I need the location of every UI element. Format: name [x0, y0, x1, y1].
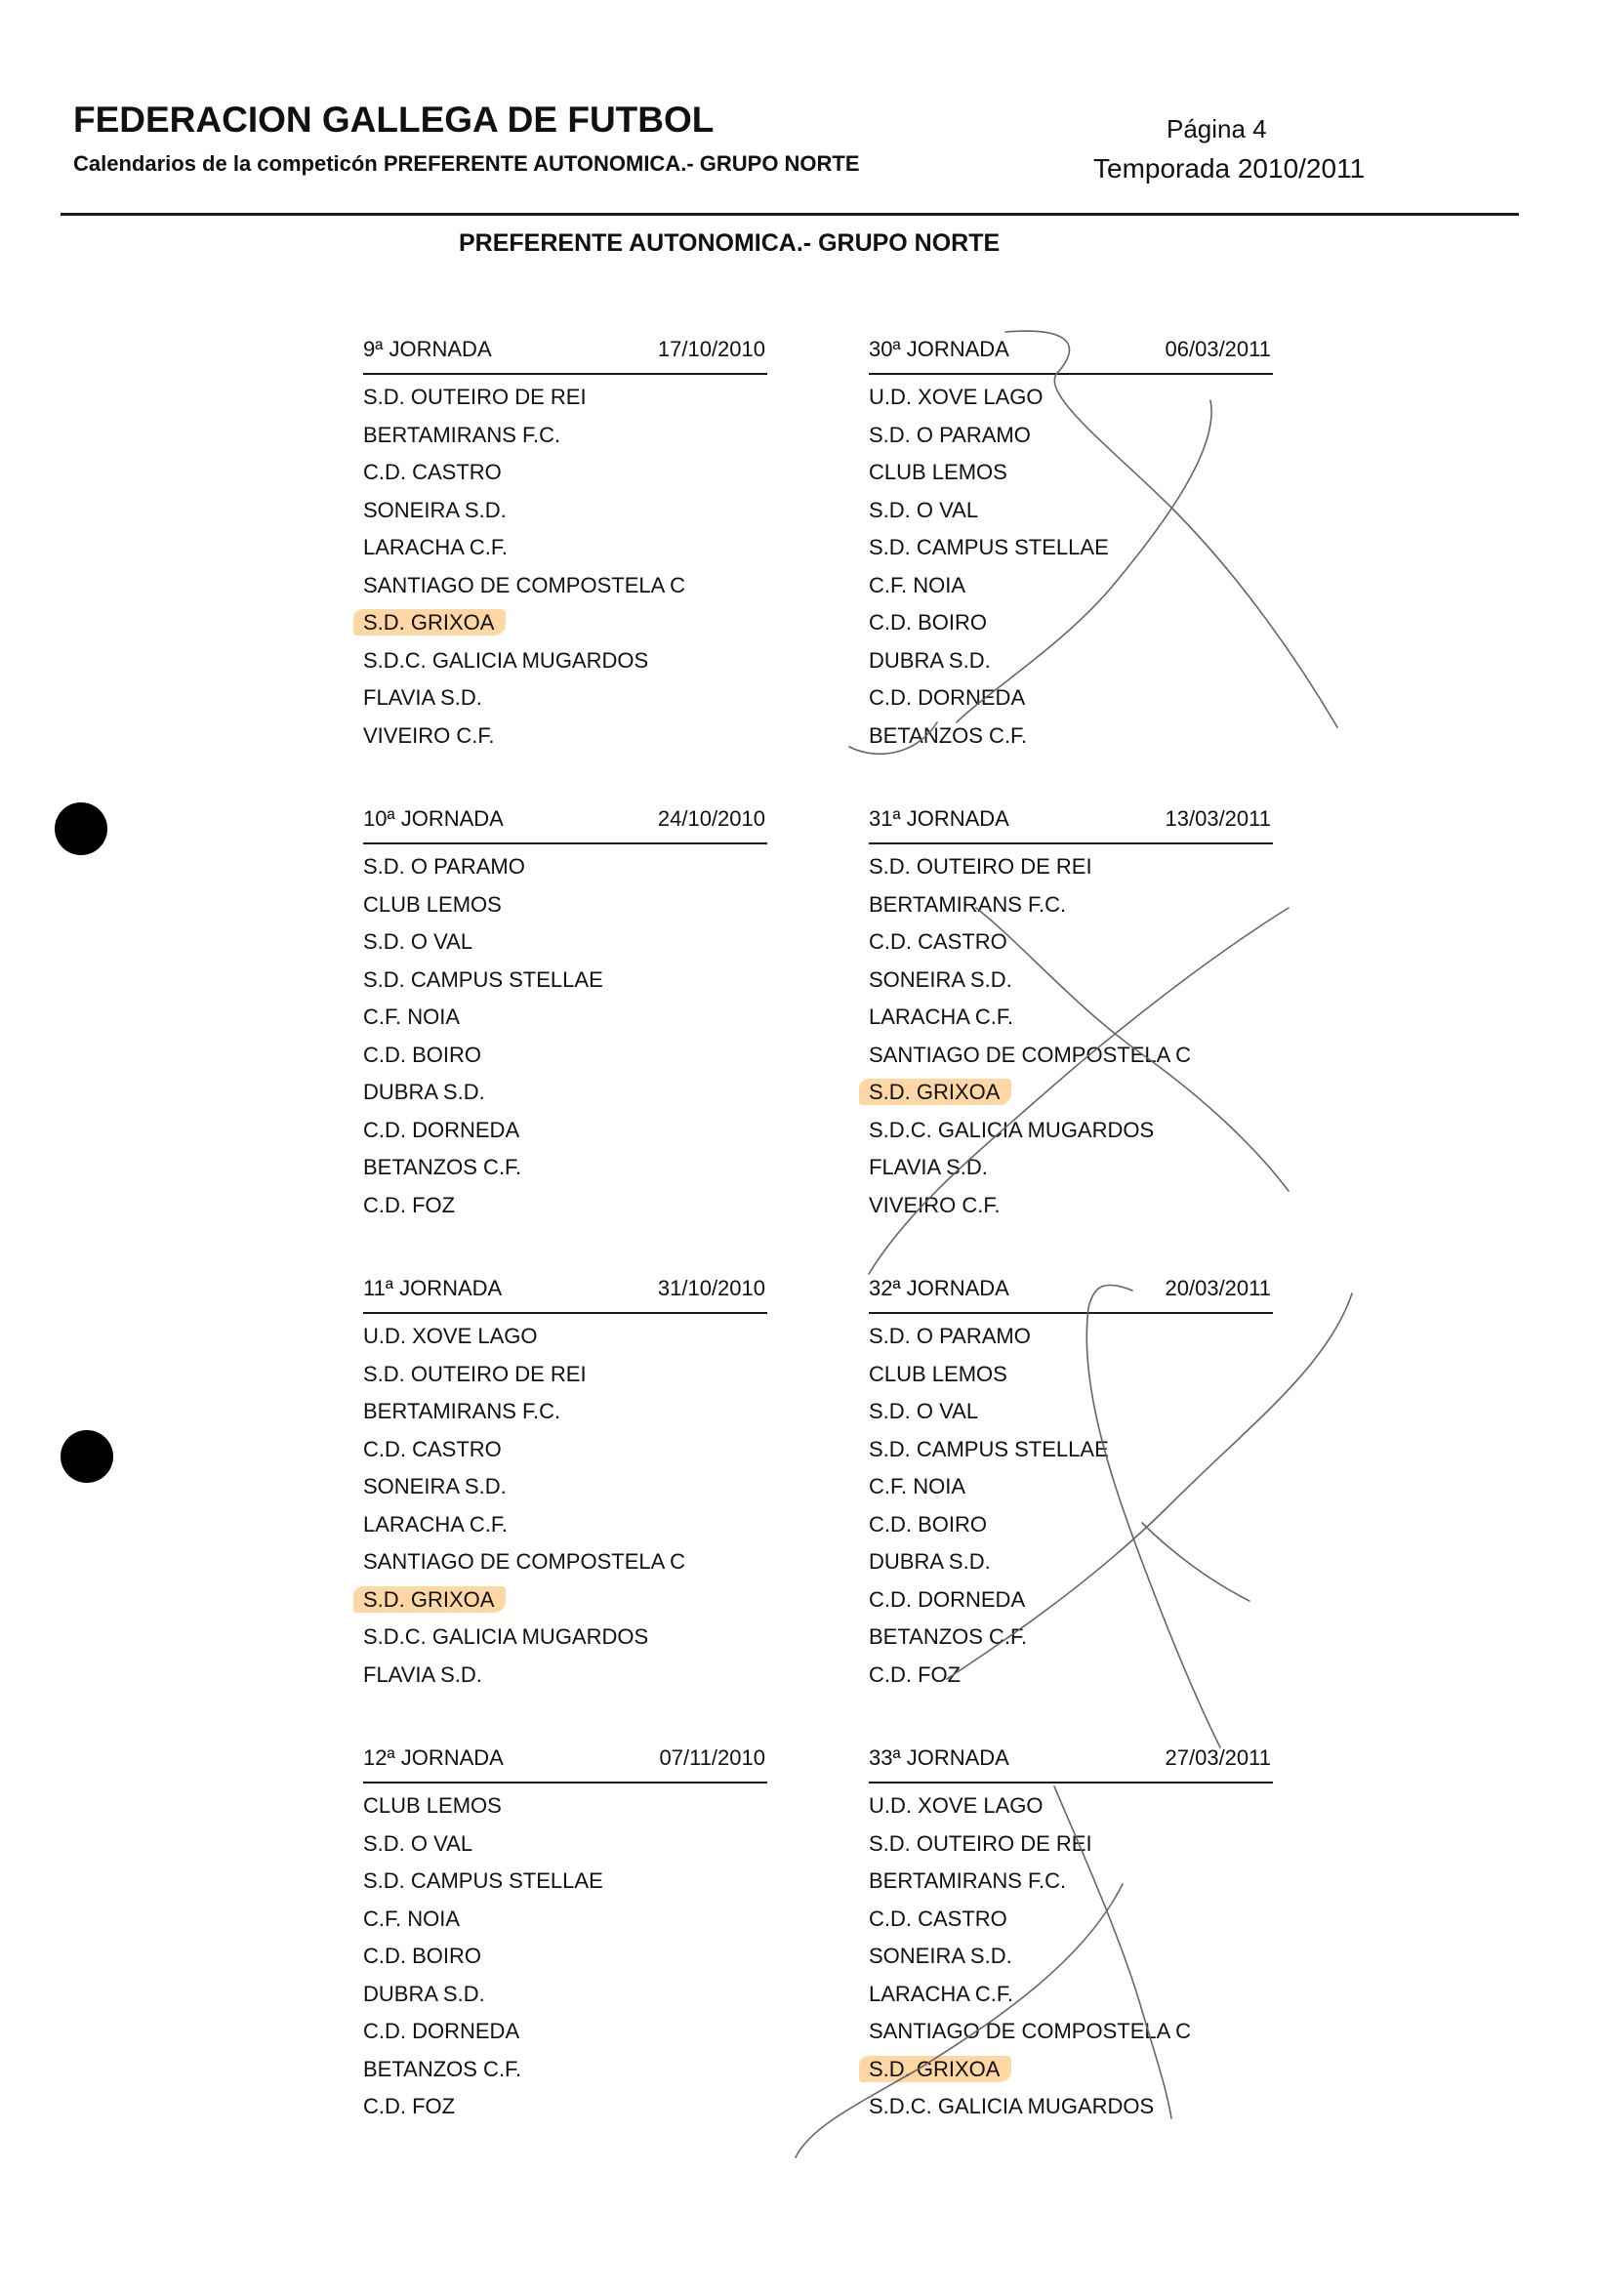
section-title: PREFERENTE AUTONOMICA.- GRUPO NORTE — [459, 229, 1001, 257]
team-item — [869, 1318, 1273, 1356]
team-item — [363, 886, 767, 924]
team-name: BETANZOS C.F. — [363, 1155, 522, 1179]
team-item — [869, 1506, 1273, 1544]
team-name: C.D. DORNEDA — [869, 1586, 1026, 1612]
team-item — [869, 923, 1273, 962]
team-item — [869, 1187, 1273, 1225]
team-item — [869, 1976, 1273, 2014]
team-name: S.D. O PARAMO — [869, 1324, 1031, 1348]
team-item — [869, 1393, 1273, 1431]
team-item — [869, 1037, 1273, 1075]
team-name: FLAVIA S.D. — [363, 1661, 482, 1687]
team-item — [363, 1431, 767, 1469]
team-name: S.D. O PARAMO — [363, 854, 525, 879]
team-list — [363, 1318, 767, 1694]
header-rule — [61, 213, 1519, 216]
team-name: S.D. CAMPUS STELLAE — [363, 966, 603, 992]
team-item — [869, 2013, 1273, 2051]
team-item — [869, 1356, 1273, 1394]
team-name: CLUB LEMOS — [869, 1361, 1007, 1386]
team-item — [363, 529, 767, 567]
team-item — [363, 454, 767, 492]
team-name: SONEIRA S.D. — [869, 966, 1012, 992]
team-name: S.D. CAMPUS STELLAE — [869, 1436, 1109, 1461]
jornada-label: 33ª JORNADA — [869, 1745, 1009, 1770]
document-title: FEDERACION GALLEGA DE FUTBOL — [73, 100, 715, 140]
team-name: U.D. XOVE LAGO — [363, 1324, 538, 1348]
team-list — [869, 379, 1273, 755]
jornada-rule — [363, 1782, 767, 1784]
team-item — [869, 604, 1273, 642]
team-name: C.D. CASTRO — [869, 929, 1007, 954]
team-list — [869, 848, 1273, 1224]
document-subtitle: Calendarios de la competicón PREFERENTE AUTONOMICA.- GRUPO NORTE — [73, 151, 860, 176]
jornada-header — [363, 337, 767, 368]
team-name: S.D. CAMPUS STELLAE — [869, 535, 1109, 559]
team-item — [363, 1825, 767, 1864]
jornada-rule — [869, 373, 1273, 375]
team-item — [363, 848, 767, 886]
team-item — [363, 1976, 767, 2014]
team-name: DUBRA S.D. — [869, 647, 991, 673]
team-item — [869, 417, 1273, 455]
team-name: S.D.C. GALICIA MUGARDOS — [869, 1117, 1155, 1142]
team-name: C.F. NOIA — [869, 1474, 966, 1498]
team-name: U.D. XOVE LAGO — [869, 1793, 1044, 1818]
team-item — [869, 2088, 1273, 2126]
team-name: C.F. NOIA — [363, 1004, 461, 1029]
team-name: BERTAMIRANS F.C. — [363, 422, 561, 447]
jornada-label: 32ª JORNADA — [869, 1276, 1009, 1300]
team-item — [363, 379, 767, 417]
team-item — [363, 1901, 767, 1939]
jornada-label: 9ª JORNADA — [363, 337, 492, 361]
team-item — [363, 1581, 767, 1620]
team-item — [363, 718, 767, 756]
team-item — [363, 1863, 767, 1901]
team-item — [363, 962, 767, 1000]
jornada-rule — [869, 842, 1273, 844]
team-name: S.D. O VAL — [869, 497, 979, 522]
team-name: C.D. BOIRO — [869, 1511, 988, 1537]
team-item — [869, 492, 1273, 530]
team-name: S.D. OUTEIRO DE REI — [363, 385, 587, 409]
jornada-date: 17/10/2010 — [657, 337, 765, 361]
team-name: S.D. OUTEIRO DE REI — [869, 854, 1092, 879]
team-name: BETANZOS C.F. — [869, 722, 1028, 748]
team-name: C.D. FOZ — [363, 1192, 456, 1217]
jornada-date: 27/03/2011 — [1165, 1745, 1271, 1770]
team-item — [363, 642, 767, 680]
jornada-block — [363, 806, 767, 1224]
team-name: CLUB LEMOS — [869, 460, 1007, 484]
team-item — [869, 1938, 1273, 1976]
jornada-date: 13/03/2011 — [1165, 806, 1271, 831]
team-item — [869, 567, 1273, 605]
jornada-label: 31ª JORNADA — [869, 806, 1009, 831]
team-item — [869, 1657, 1273, 1695]
team-item — [869, 999, 1273, 1037]
jornada-block — [869, 1276, 1273, 1694]
team-item — [363, 492, 767, 530]
jornada-rule — [869, 1782, 1273, 1784]
team-item — [363, 1149, 767, 1187]
jornada-header — [869, 1276, 1273, 1307]
team-item — [869, 379, 1273, 417]
team-name: SANTIAGO DE COMPOSTELA C — [363, 1549, 686, 1574]
jornada-date: 20/03/2011 — [1165, 1276, 1271, 1300]
jornada-header — [869, 337, 1273, 368]
team-item — [869, 1149, 1273, 1187]
jornada-block — [869, 1745, 1273, 2126]
team-name: S.D. OUTEIRO DE REI — [363, 1361, 587, 1386]
team-name: SANTIAGO DE COMPOSTELA C — [869, 1042, 1192, 1067]
team-name: S.D. O VAL — [869, 1399, 979, 1423]
team-name: S.D. O VAL — [363, 929, 473, 954]
team-item — [363, 1619, 767, 1657]
team-name: CLUB LEMOS — [363, 1793, 502, 1818]
team-name: S.D. GRIXOA — [859, 2056, 1011, 2082]
team-name: BERTAMIRANS F.C. — [869, 1868, 1067, 1893]
jornada-header — [363, 806, 767, 838]
team-item — [363, 679, 767, 718]
team-item — [363, 604, 767, 642]
team-item — [869, 1112, 1273, 1150]
team-name: BETANZOS C.F. — [869, 1624, 1028, 1649]
team-name: C.D. CASTRO — [363, 1436, 502, 1461]
team-item — [869, 1581, 1273, 1620]
team-name: SANTIAGO DE COMPOSTELA C — [363, 572, 686, 597]
team-name: S.D. GRIXOA — [353, 1586, 506, 1613]
team-name: C.D. DORNEDA — [363, 1117, 520, 1142]
team-name: S.D. O VAL — [363, 1830, 473, 1856]
team-name: LARACHA C.F. — [363, 1511, 508, 1537]
team-name: LARACHA C.F. — [869, 1004, 1013, 1029]
team-name: C.D. DORNEDA — [869, 685, 1026, 710]
team-name: S.D. OUTEIRO DE REI — [869, 1830, 1092, 1856]
team-item — [869, 1863, 1273, 1901]
team-name: C.F. NOIA — [869, 572, 966, 597]
jornada-rule — [363, 842, 767, 844]
jornada-block — [363, 1745, 767, 2126]
team-list — [869, 1787, 1273, 2126]
team-item — [363, 1468, 767, 1506]
team-name: CLUB LEMOS — [363, 891, 502, 917]
team-name: VIVEIRO C.F. — [869, 1192, 1001, 1217]
team-item — [869, 454, 1273, 492]
jornada-rule — [869, 1312, 1273, 1314]
team-item — [363, 1318, 767, 1356]
team-item — [363, 2051, 767, 2089]
jornada-label: 11ª JORNADA — [363, 1276, 503, 1300]
jornada-rule — [363, 1312, 767, 1314]
team-item — [869, 962, 1273, 1000]
team-name: DUBRA S.D. — [363, 1981, 485, 2006]
jornada-label: 10ª JORNADA — [363, 806, 504, 831]
team-item — [869, 1431, 1273, 1469]
team-name: S.D. CAMPUS STELLAE — [363, 1868, 603, 1893]
team-item — [869, 718, 1273, 756]
team-name: SANTIAGO DE COMPOSTELA C — [869, 2019, 1192, 2043]
team-name: DUBRA S.D. — [869, 1549, 991, 1574]
team-item — [869, 1619, 1273, 1657]
jornada-label: 12ª JORNADA — [363, 1745, 504, 1770]
jornada-rule — [363, 373, 767, 375]
jornada-block — [363, 1276, 767, 1694]
team-name: S.D.C. GALICIA MUGARDOS — [363, 647, 649, 673]
team-name: DUBRA S.D. — [363, 1080, 485, 1104]
jornada-header — [363, 1745, 767, 1777]
team-item — [363, 999, 767, 1037]
jornada-header — [869, 1745, 1273, 1777]
team-name: FLAVIA S.D. — [363, 685, 482, 710]
team-name: SONEIRA S.D. — [363, 1474, 507, 1498]
team-name: BETANZOS C.F. — [363, 2056, 522, 2081]
team-item — [363, 2088, 767, 2126]
team-name: LARACHA C.F. — [363, 535, 508, 559]
team-name: SONEIRA S.D. — [869, 1944, 1012, 1968]
team-name: BERTAMIRANS F.C. — [869, 891, 1067, 917]
team-item — [363, 2013, 767, 2051]
team-name: C.D. FOZ — [869, 1661, 962, 1687]
jornada-header — [869, 806, 1273, 838]
jornada-date: 07/11/2010 — [659, 1745, 765, 1770]
jornada-header — [363, 1276, 767, 1307]
team-item — [869, 2051, 1273, 2089]
jornada-date: 06/03/2011 — [1165, 337, 1271, 361]
team-list — [363, 1787, 767, 2126]
team-item — [363, 923, 767, 962]
team-item — [869, 1468, 1273, 1506]
team-item — [869, 1825, 1273, 1864]
team-item — [869, 1543, 1273, 1581]
team-name: S.D.C. GALICIA MUGARDOS — [363, 1624, 649, 1649]
team-item — [869, 642, 1273, 680]
team-item — [869, 1074, 1273, 1112]
team-list — [363, 848, 767, 1224]
team-name: FLAVIA S.D. — [869, 1155, 988, 1179]
team-name: C.D. FOZ — [363, 2094, 456, 2118]
jornada-label: 30ª JORNADA — [869, 337, 1009, 361]
team-item — [363, 1938, 767, 1976]
team-item — [363, 1074, 767, 1112]
team-list — [869, 1318, 1273, 1694]
punch-hole — [55, 802, 107, 855]
team-name: LARACHA C.F. — [869, 1981, 1013, 2006]
team-item — [363, 1393, 767, 1431]
team-item — [363, 1037, 767, 1075]
punch-hole — [61, 1430, 113, 1483]
team-name: S.D. O PARAMO — [869, 422, 1031, 447]
team-name: C.F. NOIA — [363, 1906, 461, 1931]
team-name: S.D. GRIXOA — [353, 609, 506, 636]
jornada-date: 31/10/2010 — [657, 1276, 765, 1300]
season-label: Temporada 2010/2011 — [1093, 153, 1366, 184]
jornada-date: 24/10/2010 — [657, 806, 765, 831]
team-name: S.D. GRIXOA — [859, 1079, 1011, 1105]
jornada-block — [869, 806, 1273, 1224]
team-item — [363, 1187, 767, 1225]
jornada-block — [363, 337, 767, 755]
team-item — [363, 1506, 767, 1544]
team-item — [869, 679, 1273, 718]
team-name: S.D.C. GALICIA MUGARDOS — [869, 2094, 1155, 2118]
team-name: C.D. BOIRO — [869, 610, 988, 635]
jornada-block — [869, 337, 1273, 755]
team-item — [363, 1112, 767, 1150]
team-item — [363, 1543, 767, 1581]
team-item — [869, 848, 1273, 886]
team-name: C.D. CASTRO — [869, 1906, 1007, 1931]
team-name: SONEIRA S.D. — [363, 497, 507, 522]
team-list — [363, 379, 767, 755]
team-name: BERTAMIRANS F.C. — [363, 1399, 561, 1423]
team-item — [363, 417, 767, 455]
team-name: C.D. CASTRO — [363, 460, 502, 484]
team-item — [363, 567, 767, 605]
team-name: U.D. XOVE LAGO — [869, 385, 1044, 409]
team-item — [363, 1657, 767, 1695]
team-name: C.D. DORNEDA — [363, 2019, 520, 2043]
team-item — [869, 1901, 1273, 1939]
team-item — [869, 529, 1273, 567]
team-item — [869, 886, 1273, 924]
team-item — [363, 1787, 767, 1825]
team-item — [869, 1787, 1273, 1825]
team-name: C.D. BOIRO — [363, 1944, 482, 1968]
team-item — [363, 1356, 767, 1394]
team-name: VIVEIRO C.F. — [363, 722, 495, 748]
page-number: Página 4 — [1167, 114, 1267, 144]
team-name: C.D. BOIRO — [363, 1042, 482, 1067]
